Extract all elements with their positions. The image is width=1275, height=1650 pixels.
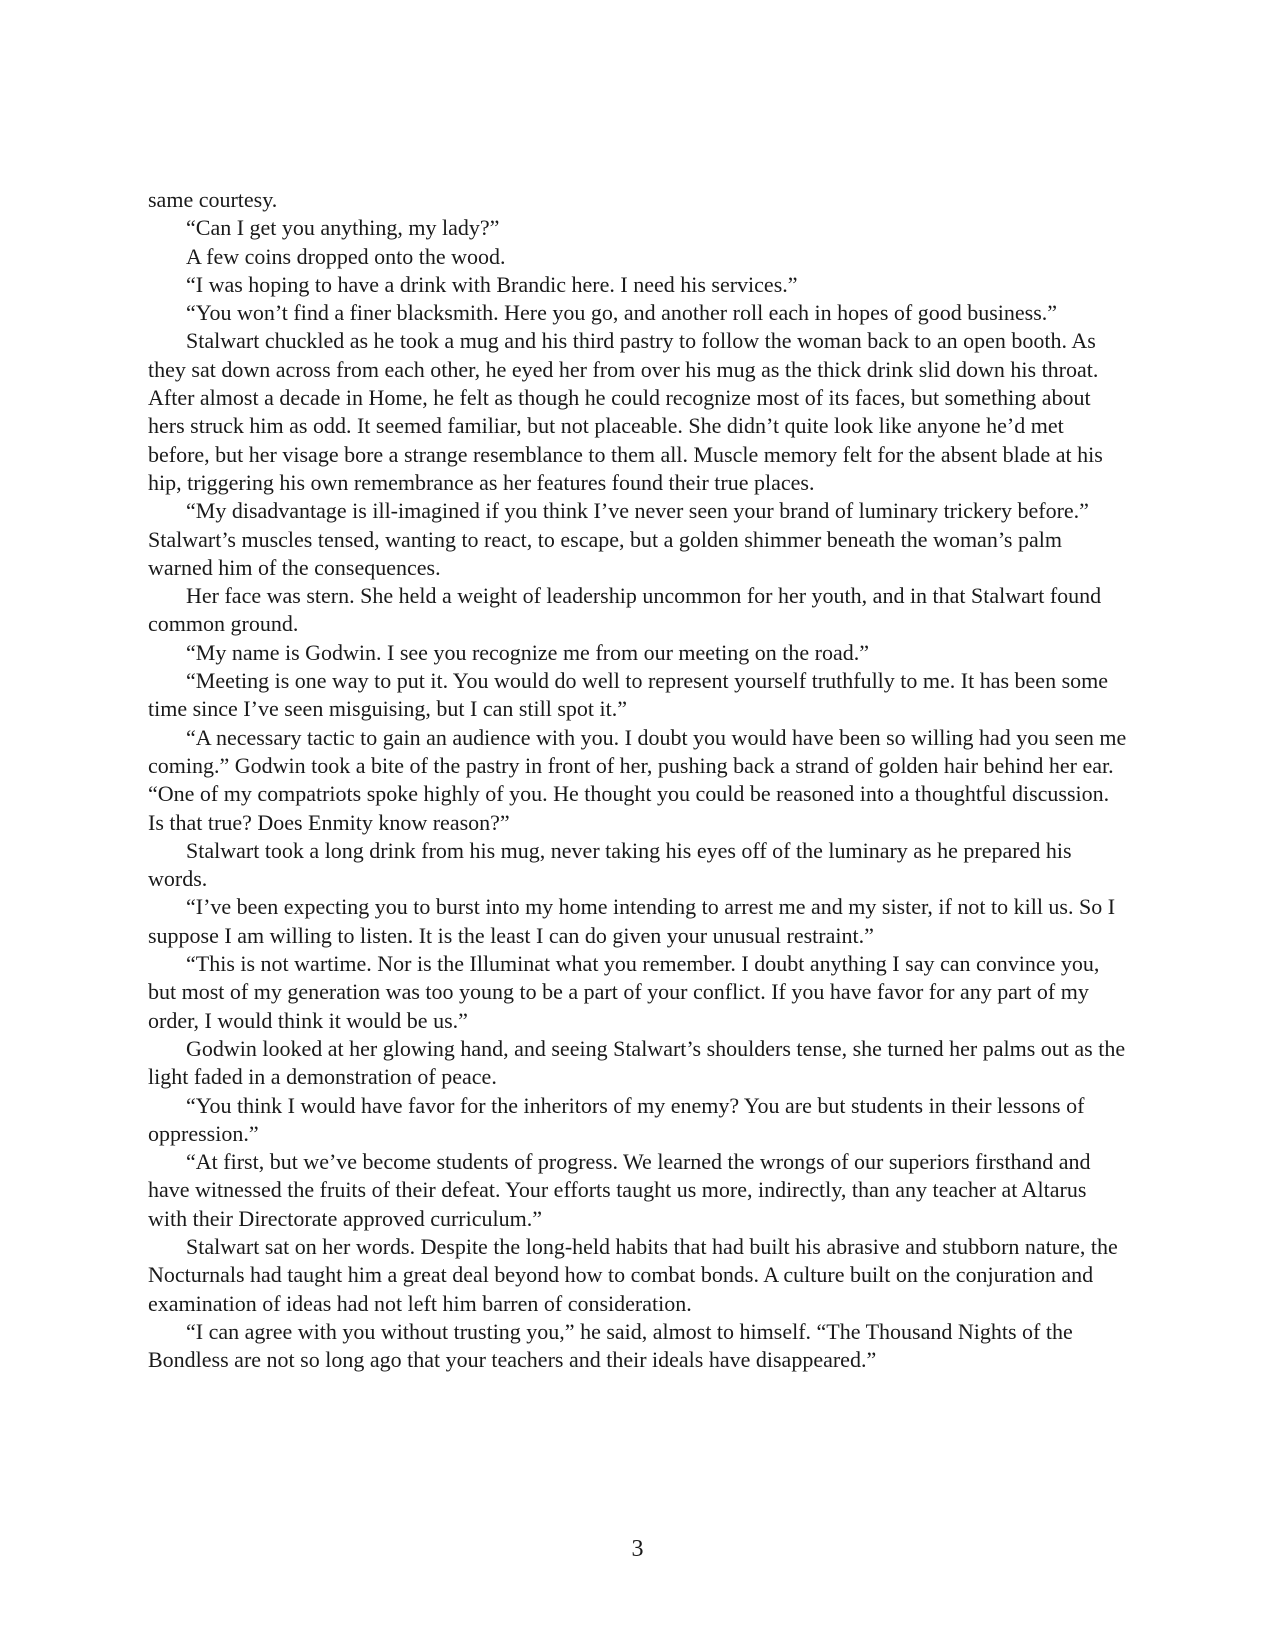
paragraph: Stalwart sat on her words. Despite the long-held habits that had built his abrasive and stubborn nature, the Nocturnals had taught him a great deal beyond how to combat bonds. A culture built on the conjuration and examination of ideas had not left him barren of consideration. <box>148 1233 1118 1316</box>
paragraph: “At first, but we’ve become students of progress. We learned the wrongs of our superiors firsthand and have witnessed the fruits of their defeat. Your efforts taught us more, indirectly, than any teacher at Altarus with their Directorate approved curriculum.” <box>148 1149 1091 1231</box>
paragraph: Stalwart chuckled as he took a mug and his third pastry to follow the woman back to an open booth. As they sat down across from each other, he eyed her from over his mug as the thick drink slid down his throat. After almost a decade in Home, he felt as though he could recognize most of its faces, but something about hers struck him as odd. It seemed familiar, but not placeable. She didn’t quite look like anyone he’d met before, but her visage bore a strange resemblance to them all. Muscle memory felt for the absent blade at his hip, triggering his own remembrance as her features found their true places. <box>148 328 1103 495</box>
paragraph: Her face was stern. She held a weight of leadership uncommon for her youth, and in that Stalwart found common ground. <box>148 583 1102 637</box>
paragraph: Godwin looked at her glowing hand, and seeing Stalwart’s shoulders tense, she turned her palms out as the light faded in a demonstration of peace. <box>148 1035 1126 1090</box>
paragraph: “I was hoping to have a drink with Brandic here. I need his services.” <box>186 271 798 297</box>
paragraph: “You won’t find a finer blacksmith. Here you go, and another roll each in hopes of good business.” <box>186 300 1058 326</box>
page-number: 3 <box>631 1536 644 1562</box>
paragraph: “Meeting is one way to put it. You would do well to represent yourself truthfully to me. It has been some time since I’ve seen misguising, but I can still spot it.” <box>148 668 1109 722</box>
paragraph: “I can agree with you without trusting you,” he said, almost to himself. “The Thousand Nights of the Bondless are not so long ago that your teachers and their ideals have disappeared.” <box>148 1318 1073 1373</box>
paragraph: Stalwart took a long drink from his mug, never taking his eyes off of the luminary as he prepared his words. <box>148 837 1072 892</box>
paragraph: same courtesy. <box>148 187 278 212</box>
paragraph: “I’ve been expecting you to burst into my home intending to arrest me and my sister, if not to kill us. So I suppose I am willing to listen. It is the least I can do given your unusual restraint.” <box>148 894 1116 948</box>
paragraph: “This is not wartime. Nor is the Illuminat what you remember. I doubt anything I say can convince you, but most of my generation was too young to be a part of your conflict. If you have favor for any part of my order, I would think it would be us.” <box>148 951 1100 1033</box>
paragraph: “Can I get you anything, my lady?” <box>186 215 500 241</box>
paragraph: “My name is Godwin. I see you recognize me from our meeting on the road.” <box>186 639 870 665</box>
body-text <box>148 186 1128 1374</box>
paragraph: “My disadvantage is ill-imagined if you think I’ve never seen your brand of luminary trickery before.” Stalwart’s muscles tensed, wanting to react, to escape, but a golden shimmer beneath the woman’s palm warned him of the consequences. <box>148 498 1089 580</box>
paragraph: “You think I would have favor for the inheritors of my enemy? You are but students in their lessons of oppression.” <box>148 1092 1085 1146</box>
paragraph: “A necessary tactic to gain an audience with you. I doubt you would have been so willing had you seen me coming.” Godwin took a bite of the pastry in front of her, pushing back a strand of golden hair behind her ear. “One of my compatriots spoke highly of you. He thought you could be reasoned into a thoughtful discussion. Is that true? Does Enmity know reason?” <box>148 724 1127 835</box>
paragraph: A few coins dropped onto the wood. <box>186 243 506 269</box>
